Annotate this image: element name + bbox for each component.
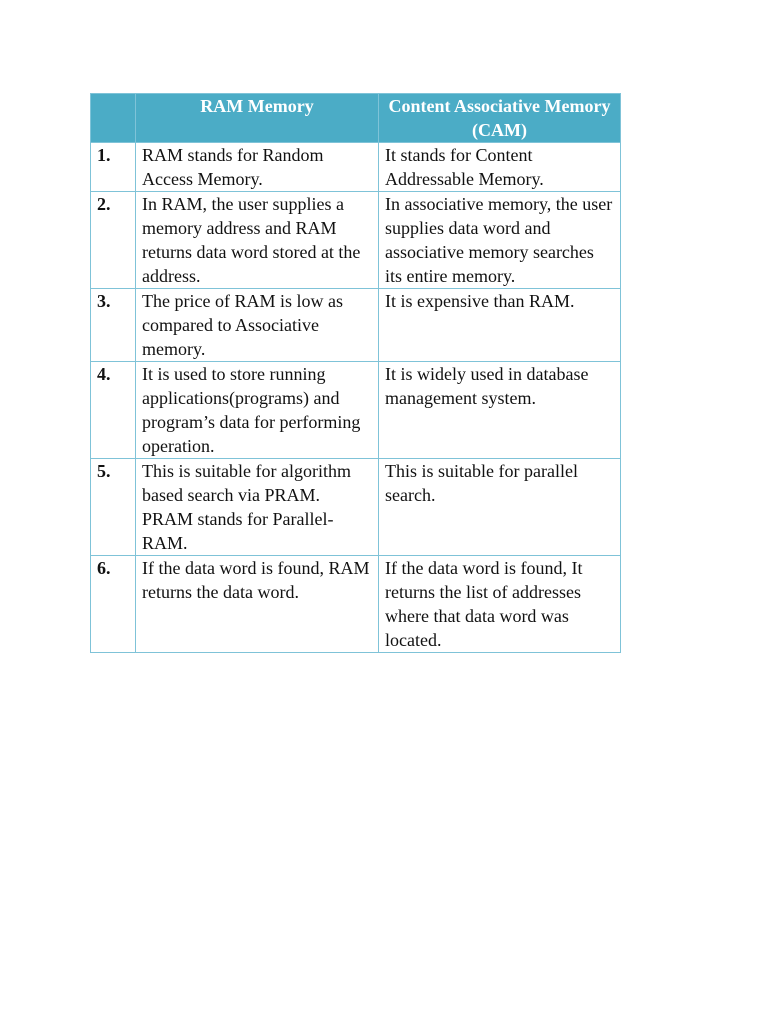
table-header-row <box>91 94 621 143</box>
header-number-cell <box>91 94 136 143</box>
row-number: 1. <box>91 143 136 192</box>
table-row <box>91 192 621 289</box>
table-row <box>91 143 621 192</box>
comparison-table <box>90 93 621 653</box>
cam-cell: This is suitable for parallel search. <box>379 459 621 556</box>
header-content-associative-memory: Content Associative Memory (CAM) <box>379 94 621 143</box>
row-number: 2. <box>91 192 136 289</box>
table-row <box>91 289 621 362</box>
row-number: 6. <box>91 556 136 653</box>
cam-cell: If the data word is found, It returns the list of addresses where that data word was located. <box>379 556 621 653</box>
ram-cell: The price of RAM is low as compared to Associative memory. <box>136 289 379 362</box>
cam-cell: It is widely used in database management system. <box>379 362 621 459</box>
cam-cell: It stands for Content Addressable Memory. <box>379 143 621 192</box>
ram-cell: If the data word is found, RAM returns the data word. <box>136 556 379 653</box>
table-row <box>91 556 621 653</box>
cam-cell: It is expensive than RAM. <box>379 289 621 362</box>
ram-cell: This is suitable for algorithm based search via PRAM. PRAM stands for Parallel-RAM. <box>136 459 379 556</box>
header-ram-memory: RAM Memory <box>136 94 379 143</box>
table-row <box>91 362 621 459</box>
ram-cell: In RAM, the user supplies a memory address and RAM returns data word stored at the address. <box>136 192 379 289</box>
row-number: 5. <box>91 459 136 556</box>
ram-cell: RAM stands for Random Access Memory. <box>136 143 379 192</box>
ram-cell: It is used to store running applications(programs) and program’s data for performing operation. <box>136 362 379 459</box>
row-number: 3. <box>91 289 136 362</box>
cam-cell: In associative memory, the user supplies data word and associative memory searches its entire memory. <box>379 192 621 289</box>
table-row <box>91 459 621 556</box>
row-number: 4. <box>91 362 136 459</box>
